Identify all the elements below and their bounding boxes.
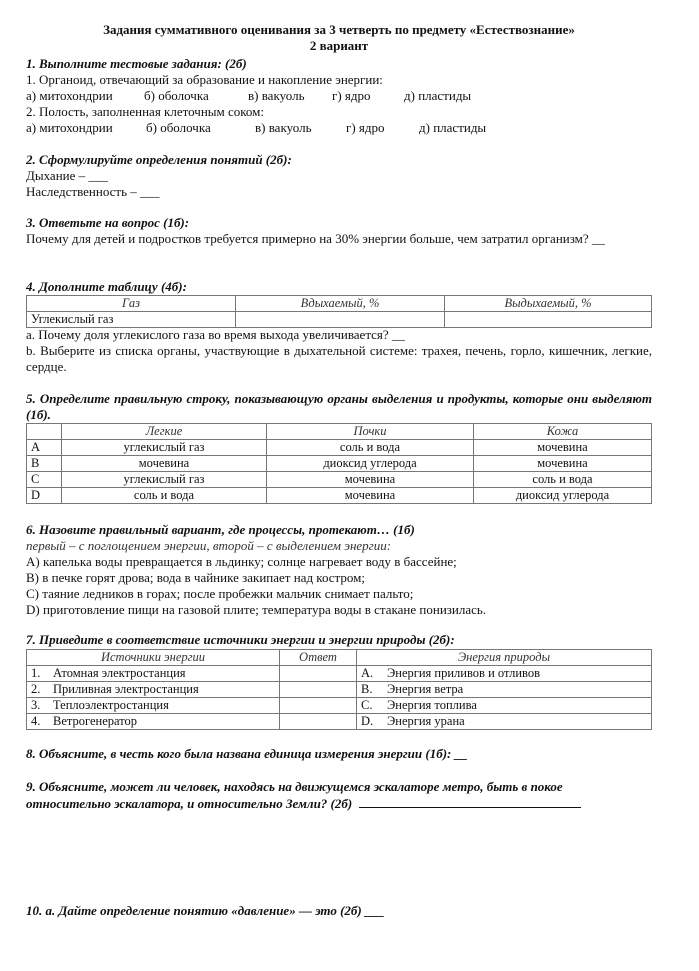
q2-line-2: Наследственность – ___ (26, 184, 160, 199)
q7-num: 1. (27, 666, 50, 682)
q5-cell: мочевина (267, 488, 474, 504)
q5-cell: мочевина (474, 456, 652, 472)
q7-nature: Энергия ветра (383, 682, 652, 698)
q5-header-letter (27, 424, 62, 440)
q4-row1-inhaled-cell[interactable] (236, 312, 445, 328)
q5-header-kidneys: Почки (267, 424, 474, 440)
q6-option-a: А) капелька воды превращается в льдинку; солнце нагревает воду в бассейне; (26, 554, 457, 569)
q4-part-b: b. Выберите из списка органы, участвующие в дыхательной системе: трахея, печень, горло, кишечник, легкие, сердце. (26, 343, 652, 374)
q7-num: 4. (27, 714, 50, 730)
q5-cell: соль и вода (62, 488, 267, 504)
q7-nature: Энергия топлива (383, 698, 652, 714)
q1-item1: 1. Органоид, отвечающий за образование и накопление энергии: (26, 72, 383, 87)
table-row (27, 488, 652, 504)
q6-option-c: С) таяние ледников в горах; после пробежки мальчик снимает пальто; (26, 586, 414, 601)
q7-source: Атомная электростанция (49, 666, 280, 682)
q6-heading: 6. Назовите правильный вариант, где процессы, протекают… (1б) (26, 522, 415, 537)
q7-num: 3. (27, 698, 50, 714)
q7-nature: Энергия урана (383, 714, 652, 730)
q1-item1-option-e: д) пластиды (404, 88, 472, 103)
q2-line-1: Дыхание – ___ (26, 168, 108, 183)
table-row (27, 472, 652, 488)
q3-text: Почему для детей и подростков требуется примерно на 30% энергии больше, чем затратил организм? __ (26, 231, 605, 246)
q9-line-2: относительно эскалатора, и относительно Земли? (2б) (26, 796, 353, 811)
q1-item2-option-a: а) митохондрии (26, 120, 113, 135)
q1-item2-option-c: в) вакуоль (255, 120, 312, 135)
q5-row-letter: C (27, 472, 62, 488)
title-line-2: 2 вариант (309, 38, 369, 53)
q5-cell: мочевина (62, 456, 267, 472)
q5-header-skin: Кожа (474, 424, 652, 440)
q1-item1-option-d: г) ядро (332, 88, 371, 103)
q9-line-2-wrap (26, 795, 581, 812)
q4-heading: 4. Дополните таблицу (4б): (26, 279, 187, 294)
q6-option-b: В) в печке горят дрова; вода в чайнике закипает над костром; (26, 570, 365, 585)
q7-letter: A. (357, 666, 384, 682)
q5-row-letter: B (27, 456, 62, 472)
q4-header-inhaled: Вдыхаемый, % (236, 296, 445, 312)
q5-cell: углекислый газ (62, 472, 267, 488)
q7-nature: Энергия приливов и отливов (383, 666, 652, 682)
q5-table (26, 423, 652, 504)
q10-heading: 10. а. Дайте определение понятию «давление» — это (2б) ___ (26, 903, 385, 918)
q5-cell: мочевина (474, 440, 652, 456)
q5-cell: углекислый газ (62, 440, 267, 456)
q3-heading: 3. Ответьте на вопрос (1б): (26, 215, 190, 230)
q7-letter: C. (357, 698, 384, 714)
q7-header-nature: Энергия природы (357, 650, 652, 666)
q1-heading: 1. Выполните тестовые задания: (2б) (26, 56, 247, 71)
q7-source: Ветрогенератор (49, 714, 280, 730)
q5-heading: 5. Определите правильную строку, показывающую органы выделения и продукты, которые они выделяют (1б). (26, 391, 652, 422)
q7-header-answer: Ответ (280, 650, 357, 666)
q4-header-gas: Газ (27, 296, 236, 312)
q1-item1-option-c: в) вакуоль (248, 88, 305, 103)
q4-table (26, 295, 652, 328)
table-row (27, 698, 652, 714)
table-header-row (27, 650, 652, 666)
table-header-row (27, 424, 652, 440)
q5-cell: соль и вода (267, 440, 474, 456)
q1-item2: 2. Полость, заполненная клеточным соком: (26, 104, 265, 119)
table-row (27, 440, 652, 456)
q7-table-wrap (26, 649, 652, 730)
q1-item1-option-b: б) оболочка (144, 88, 209, 103)
q9-line-1: 9. Объясните, может ли человек, находясь на движущемся эскалаторе метро, быть в покое (26, 779, 563, 794)
q7-letter: D. (357, 714, 384, 730)
q5-table-wrap (26, 423, 652, 504)
q7-answer-cell[interactable] (280, 666, 357, 682)
title-line-1: Задания суммативного оценивания за 3 четверть по предмету «Естествознание» (103, 22, 575, 37)
q5-cell: диоксид углерода (267, 456, 474, 472)
table-header-row (27, 296, 652, 312)
q4-table-wrap (26, 295, 652, 328)
q2-heading: 2. Сформулируйте определения понятий (2б): (26, 152, 292, 167)
table-row (27, 714, 652, 730)
q1-item2-option-b: б) оболочка (146, 120, 211, 135)
q7-num: 2. (27, 682, 50, 698)
q6-option-d: D) приготовление пищи на газовой плите; температура воды в стакане понизилась. (26, 602, 487, 617)
q8-heading: 8. Объясните, в честь кого была названа единица измерения энергии (1б): __ (26, 746, 468, 761)
q4-row1-gas: Углекислый газ (27, 312, 236, 328)
q7-answer-cell[interactable] (280, 698, 357, 714)
q7-heading: 7. Приведите в соответствие источники энергии и энергии природы (2б): (26, 632, 455, 647)
q7-source: Теплоэлектростанция (49, 698, 280, 714)
table-row (27, 666, 652, 682)
q7-header-sources: Источники энергии (27, 650, 280, 666)
table-row (27, 456, 652, 472)
q5-row-letter: D (27, 488, 62, 504)
table-row (27, 682, 652, 698)
page-title (26, 22, 652, 54)
q7-table (26, 649, 652, 730)
q5-cell: соль и вода (474, 472, 652, 488)
q4-row1-exhaled-cell[interactable] (445, 312, 652, 328)
q7-letter: B. (357, 682, 384, 698)
q5-header-lungs: Легкие (62, 424, 267, 440)
q7-answer-cell[interactable] (280, 714, 357, 730)
q5-cell: диоксид углерода (474, 488, 652, 504)
q1-item2-option-e: д) пластиды (419, 120, 487, 135)
q7-answer-cell[interactable] (280, 682, 357, 698)
q7-source: Приливная электростанция (49, 682, 280, 698)
table-row (27, 312, 652, 328)
q1-item2-option-d: г) ядро (346, 120, 385, 135)
q1-item1-option-a: а) митохондрии (26, 88, 113, 103)
q6-subheading: первый – с поглощением энергии, второй – с выделением энергии: (26, 538, 392, 553)
q4-header-exhaled: Выдыхаемый, % (445, 296, 652, 312)
q5-row-letter: A (27, 440, 62, 456)
q5-cell: мочевина (267, 472, 474, 488)
q9-answer-line[interactable] (359, 795, 581, 808)
q4-part-a: а. Почему доля углекислого газа во время выхода увеличивается? __ (26, 327, 405, 342)
